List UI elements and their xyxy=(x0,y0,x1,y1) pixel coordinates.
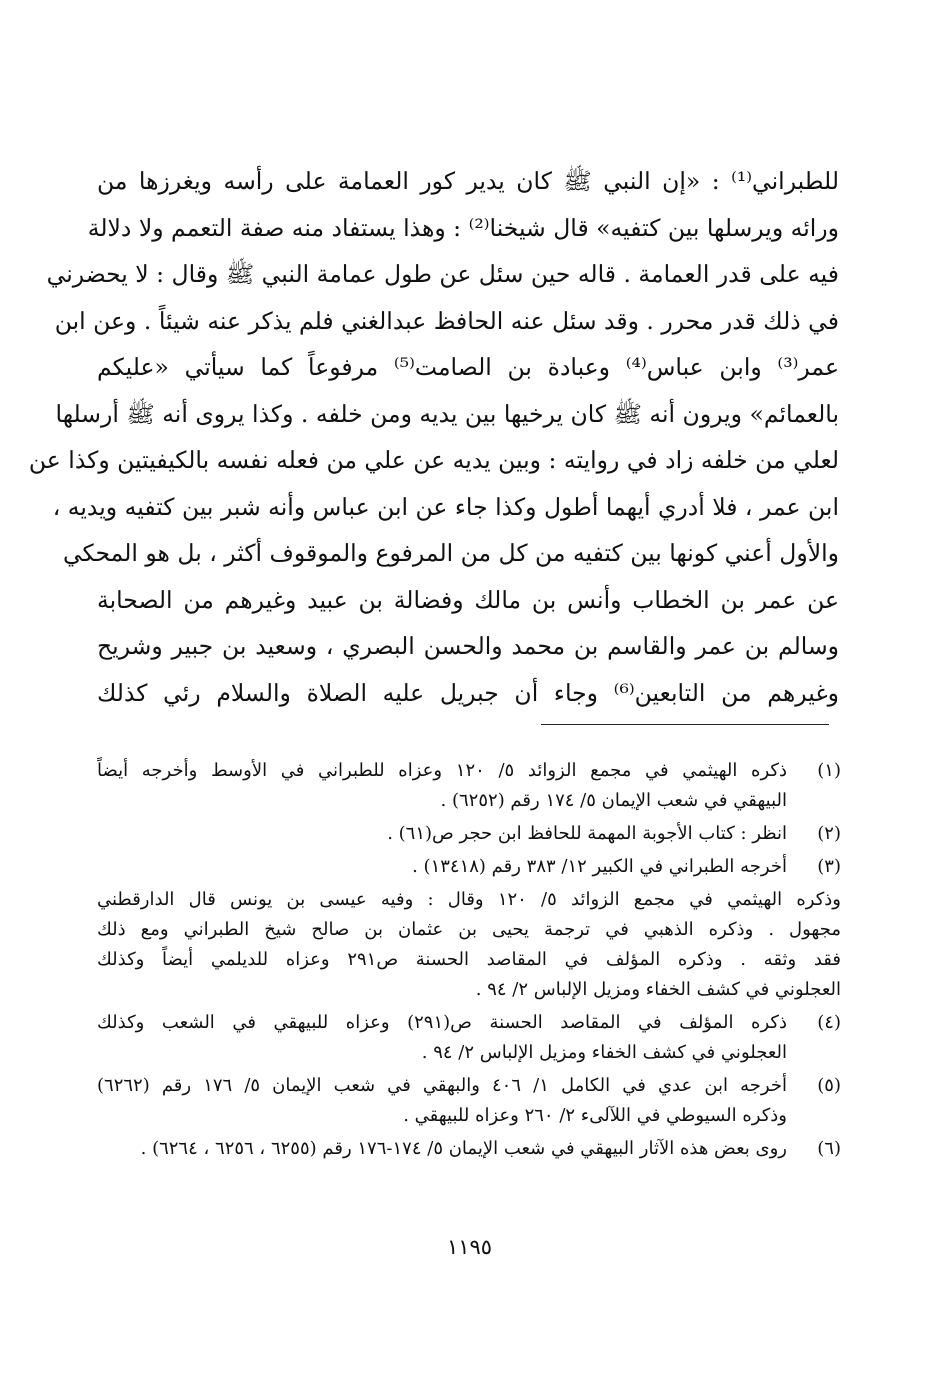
footnote-number: (٣) xyxy=(817,856,841,877)
page-number: ١١٩٥ xyxy=(446,1235,493,1259)
footnote-number: (٢) xyxy=(817,823,841,844)
footnote-line: أخرجه الطبراني في الكبير ١٢/ ٣٨٣ رقم (١٣٤١٨) . xyxy=(412,856,787,877)
text-line: وغيرهم من التابعين⁽⁶⁾ وجاء أن جبريل عليه الصلاة والسلام رئي كذلك xyxy=(97,678,839,707)
footnote-2 xyxy=(97,819,841,849)
text-line: في ذلك قدر محرر . وقد سئل عنه الحافظ عبدالغني فلم يذكر عنه شيئاً . وعن ابن xyxy=(54,306,839,335)
text-line: والأول أعني كونها بين كتفيه من كل من المرفوع والموقوف أكثر ، بل هو المحكي xyxy=(62,539,839,567)
footnote-body xyxy=(97,756,787,816)
footnote-line: وذكره الهيثمي في مجمع الزوائد ٥/ ١٢٠ وقال : وفيه عيسى بن يونس قال الدارقطني xyxy=(97,889,841,910)
footnote-body xyxy=(97,852,787,882)
footnote-line: العجلوني في كشف الخفاء ومزيل الإلباس ٢/ ٩٤ . xyxy=(475,979,841,1000)
footnote-number: (٦) xyxy=(817,1138,841,1159)
footnote-body xyxy=(97,819,787,849)
text-line: عن عمر بن الخطاب وأنس بن مالك وفضالة بن عبيد وغيرهم من الصحابة xyxy=(97,585,839,614)
main-text xyxy=(28,158,839,716)
footnote-body xyxy=(97,1071,787,1131)
footnote-4 xyxy=(97,1008,841,1068)
footnote-line: العجلوني في كشف الخفاء ومزيل الإلباس ٢/ ٩٤ . xyxy=(421,1042,787,1063)
footnote-body xyxy=(97,1134,787,1164)
text-line: بالعمائم» ويرون أنه ﷺ كان يرخيها بين يديه ومن خلفه . وكذا يروى أنه ﷺ أرسلها xyxy=(55,399,839,428)
footnote-body xyxy=(97,1008,787,1068)
footnote-divider xyxy=(541,724,829,725)
footnote-line: أخرجه ابن عدي في الكامل ١/ ٤٠٦ والبهقي في شعب الإيمان ٥/ ١٧٦ رقم (٦٢٦٢) xyxy=(97,1075,787,1096)
footnote-6 xyxy=(97,1134,841,1164)
footnote-number: (١) xyxy=(817,760,841,781)
footnote-number: (٤) xyxy=(817,1012,841,1033)
footnote-line: البيهقي في شعب الإيمان ٥/ ١٧٤ رقم (٦٢٥٢) . xyxy=(440,790,787,811)
footnote-3 xyxy=(97,852,841,882)
text-line: ابن عمر ، فلا أدري أيهما أطول وكذا جاء عن ابن عباس وأنه شبر بين كتفيه ويديه ، xyxy=(52,492,839,521)
footnote-line: ذكره المؤلف في المقاصد الحسنة ص(٢٩١) وعزاه للبيهقي في الشعب وكذلك xyxy=(97,1012,787,1033)
footnote-3-continuation xyxy=(97,885,841,1005)
text-line: عمر⁽³⁾ وابن عباس⁽⁴⁾ وعبادة بن الصامت⁽⁵⁾ مرفوعاً كما سيأتي «عليكم xyxy=(97,353,839,381)
footnote-line: وذكره السيوطي في اللآلىء ٢/ ٢٦٠ وعزاه للبيهقي . xyxy=(403,1105,787,1126)
footnote-line: روى بعض هذه الآثار البيهقي في شعب الإيمان ٥/ ١٧٤-١٧٦ رقم (٦٢٥٥ ، ٦٢٥٦ ، ٦٢٦٤) . xyxy=(140,1138,787,1159)
footnote-number: (٥) xyxy=(817,1075,841,1096)
text-line: ورائه ويرسلها بين كتفيه» قال شيخنا⁽²⁾ : وهذا يستفاد منه صفة التعمم ولا دلالة xyxy=(87,213,839,242)
footnote-1 xyxy=(97,756,841,816)
footnote-line: ذكره الهيثمي في مجمع الزوائد ٥/ ١٢٠ وعزاه للطبراني في الأوسط وأخرجه أيضاً xyxy=(97,760,787,781)
footnote-line: فقد وثقه . وذكره المؤلف في المقاصد الحسنة ص٢٩١ وعزاه للديلمي أيضاً وكذلك xyxy=(97,949,841,970)
footnote-line: مجهول . وذكره الذهبي في ترجمة يحيى بن عثمان بن صالح شيخ الطبراني ومع ذلك xyxy=(97,919,841,940)
text-line: للطبراني⁽¹⁾ : «إن النبي ﷺ كان يدير كور العمامة على رأسه ويغرزها من xyxy=(97,167,839,195)
text-line: فيه على قدر العمامة . قاله حين سئل عن طول عمامة النبي ﷺ وقال : لا يحضرني xyxy=(46,260,839,288)
footnote-5 xyxy=(97,1071,841,1131)
text-line: وسالم بن عمر والقاسم بن محمد والحسن البصري ، وسعيد بن جبير وشريح xyxy=(97,632,839,660)
footnote-line: انظر : كتاب الأجوبة المهمة للحافظ ابن حجر ص(٦١) . xyxy=(387,823,787,844)
text-line: لعلي من خلفه زاد في روايته : وبين يديه عن علي من فعله نفسه بالكيفيتين وكذا عن xyxy=(28,446,839,474)
footnotes xyxy=(97,756,841,1167)
